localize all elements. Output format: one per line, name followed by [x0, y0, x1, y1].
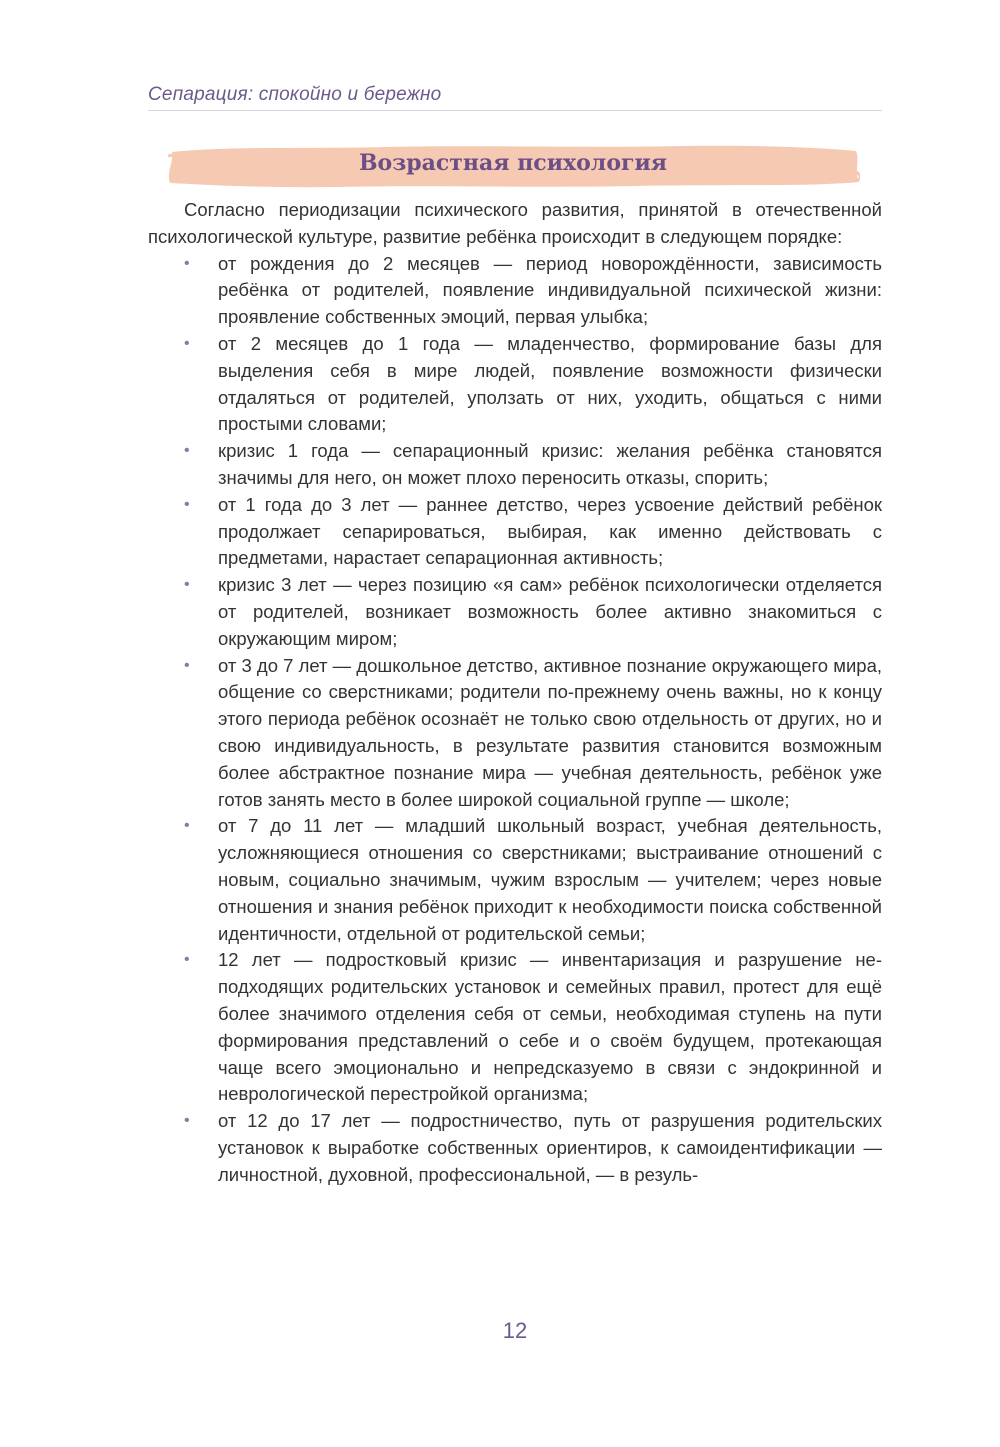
bullet-icon: •: [184, 442, 190, 460]
list-item-text: от 12 до 17 лет — подростничество, путь от разрушения родительских установок к выработке собственных ориентиров, к самоидентификации — личностной, духовной, профессиональной, — в резуль-: [218, 1110, 882, 1185]
bullet-icon: •: [184, 817, 190, 835]
list-item: [184, 1108, 882, 1188]
list-item: [184, 492, 882, 572]
list-item: [184, 251, 882, 331]
section-heading: Возрастная психология: [358, 150, 668, 176]
bullet-icon: •: [184, 656, 190, 674]
section-heading-band: [166, 142, 860, 190]
body-text: [148, 197, 882, 1188]
list-item: [184, 947, 882, 1108]
header-rule: [148, 110, 882, 111]
list-item-text: кризис 3 лет — через позицию «я сам» ребёнок психологически отделяется от родителей, возникает возможность более активно знакомиться с окружающим миром;: [218, 574, 882, 649]
list-item-text: кризис 1 года — сепарационный кризис: желания ребёнка становятся значимы для него, он может плохо переносить отказы, спорить;: [218, 440, 882, 488]
list-item: [184, 653, 882, 814]
running-head: Сепарация: спокойно и бережно: [148, 84, 442, 105]
list-item-text: от 2 месяцев до 1 года — младенчество, формирование базы для выделения себя в мире людей, появление возможности физически отдаляться от родителей, уползать от них, уходить, общаться с ними простыми словами;: [218, 332, 882, 435]
list-item-text: 12 лет — подростковый кризис — инвентаризация и разрушение неподходящих родительских установок и семейных правил, протест для ещё более значимого отделения себя от семьи, необходимая ступень на пути формирования представлений о себе и о своём будущем, протекающая чаще всего эмоционально и непредсказуемо в связи с эндокринной и неврологической перестройкой организма;: [218, 949, 882, 1105]
list-item: [184, 438, 882, 492]
bullet-icon: •: [184, 254, 190, 272]
list-item-text: от 1 года до 3 лет — раннее детство, через усвоение действий ребёнок продолжает сепарироваться, выбирая, как именно действовать с предметами, нарастает сепарационная активность;: [218, 493, 882, 569]
bullet-icon: •: [184, 334, 190, 352]
list-item-text: от 3 до 7 лет — дошкольное детство, активное познание окружающего мира, общение со сверстниками; родители по-прежнему очень важны, но к концу этого периода ребёнок осознаёт не только свою отдельность от других, но и свою индивидуальность, в результате развития становится возможным более абстрактное познание мира — учебная деятельность, ребёнок уже готов занять место в более широкой социальной группе — школе;: [218, 654, 882, 810]
list-item: [184, 331, 882, 438]
development-periods-list: [184, 251, 882, 1189]
bullet-icon: •: [184, 1112, 190, 1130]
bullet-icon: •: [184, 495, 190, 513]
page-number: 12: [502, 1318, 528, 1343]
list-item-text: от рождения до 2 месяцев — период новорождённости, зависимость ребёнка от родителей, появление индивидуальной психической жизни: проявление собственных эмоций, первая улыбка;: [218, 252, 882, 328]
list-item: [184, 813, 882, 947]
bullet-icon: •: [184, 951, 190, 969]
list-item: [184, 572, 882, 652]
intro-paragraph: Согласно периодизации психического развития, принятой в отечественной психологической культуре, развитие ребёнка происходит в следующем порядке:: [148, 199, 882, 247]
list-item-text: от 7 до 11 лет — младший школьный возраст, учебная деятельность, усложняющиеся отношения со сверстниками; выстраивание отношений с новым, социально значимым, чужим взрослым — учителем; через новые отношения и знания ребёнок приходит к необходимости поиска собственной идентичности, отдельной от родительской семьи;: [218, 815, 882, 944]
bullet-icon: •: [184, 576, 190, 594]
